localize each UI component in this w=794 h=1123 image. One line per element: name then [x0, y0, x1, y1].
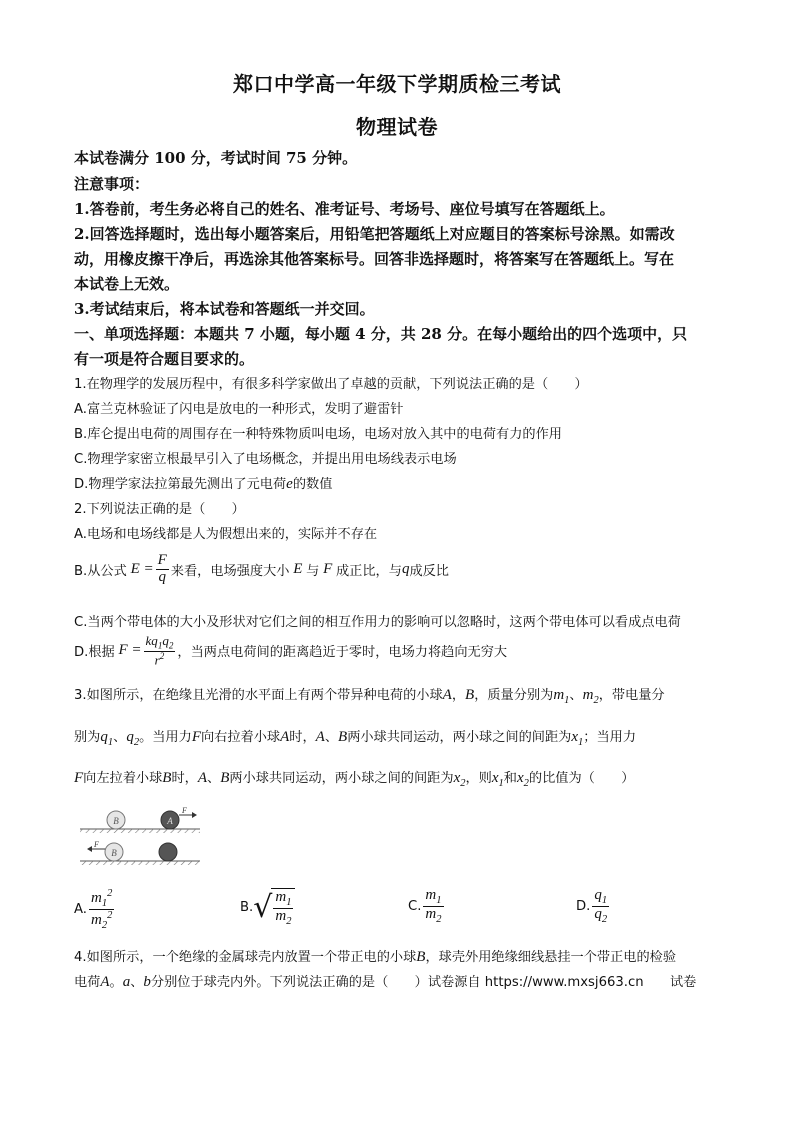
var: A	[442, 687, 452, 703]
text: 4.如图所示，一个绝缘的金属球壳内放置一个带正电的小球	[74, 950, 417, 965]
text: 成正比，与	[336, 563, 402, 579]
var: F	[74, 770, 84, 786]
q3-line-2: 别为$q_1$、$q_2$。当用力F向右拉着小球A时，A、B两小球共同运动，两小球之间的间距为$x_1$；当用力	[74, 729, 637, 748]
text: 的数值	[292, 477, 333, 492]
text: 电荷	[74, 975, 101, 990]
ground-hatch	[80, 829, 200, 833]
notice-line: 2.回答选择题时，选出每小题答案后，用铅笔把答题纸上对应题目的答案标号涂黑。如需改	[74, 225, 675, 243]
text: 成反比	[409, 563, 449, 579]
q2-option-c: C.当两个带电体的大小及形状对它们之间的相互作用力的影响可以忽略时，这两个带电体可以看成点电荷	[74, 615, 681, 630]
var: A	[315, 729, 325, 745]
text: 两小球共同运动，两小球之间的间距为	[229, 771, 454, 786]
notice-line: 1.答卷前，考生务必将自己的姓名、准考证号、考场号、座位号填写在答题纸上。	[74, 200, 615, 218]
formula-e-equals: E =	[126, 560, 154, 577]
text: D.物理学家法拉第最先测出了元电荷	[74, 477, 287, 492]
arrowhead-icon	[87, 846, 92, 852]
exam-subtitle: 物理试卷	[356, 115, 438, 139]
fraction-f-over-q: $\frac{F}{q}$	[157, 552, 167, 585]
q2-option-d	[74, 634, 724, 667]
var: $x_1$	[571, 729, 584, 748]
var: $x_1$	[491, 770, 504, 789]
var: $x_2$	[516, 770, 529, 789]
ground-hatch	[80, 861, 200, 865]
section-heading: 有一项是符合题目要求的。	[74, 350, 255, 368]
var: $q_2$	[126, 729, 140, 748]
text: 、	[130, 975, 144, 990]
q3-option-b	[240, 888, 295, 927]
q3-figure	[78, 805, 208, 867]
formula-f-equals: F =	[114, 642, 142, 659]
arrowhead-icon	[192, 812, 197, 818]
q2-option-a: A.电场和电场线都是人为假想出来的，实际并不存在	[74, 527, 378, 542]
var-f: F	[319, 560, 336, 577]
var: B	[338, 729, 348, 745]
text: 别为	[74, 730, 101, 745]
text: 和	[503, 771, 517, 786]
text: ，当两点电荷间的距离趋近于零时，电场力将趋向无穷大	[177, 645, 508, 661]
text: 两小球共同运动，两小球之间的间距为	[347, 730, 572, 745]
text: 向左拉着小球	[83, 771, 163, 786]
intro-text: 本试卷满分 100 分，考试时间 75 分钟。	[74, 149, 358, 167]
notice-line: 本试卷上无效。	[74, 275, 180, 293]
option-letter: A.	[74, 902, 87, 918]
var-e: E	[289, 560, 307, 577]
var: $m_2$	[582, 687, 599, 706]
q4-line-1	[74, 946, 724, 966]
q2-option-b	[74, 553, 724, 586]
text: 与	[306, 563, 320, 579]
sqrt-fraction: √ $\frac{m_1}{m_2}$	[253, 888, 295, 927]
q3-option-c	[408, 888, 446, 925]
var: B	[220, 770, 230, 786]
text: 来看，电场强度大小	[170, 563, 290, 579]
ball-a	[159, 843, 177, 861]
notice-heading: 注意事项：	[74, 175, 150, 193]
option-letter: B.	[240, 900, 254, 916]
q1-option-b: B.库仑提出电荷的周围存在一种特殊物质叫电场，电场对放入其中的电荷有力的作用	[74, 427, 562, 442]
var-q: q	[401, 560, 410, 577]
q3-option-a	[74, 888, 116, 931]
q1-option-a: A.富兰克林验证了闪电是放电的一种形式，发明了避雷针	[74, 402, 404, 417]
var-e: e	[286, 476, 293, 492]
ball-b-label: B	[113, 816, 119, 826]
option-letter: D.	[576, 899, 591, 915]
text: ，带电量分	[598, 688, 665, 703]
var: A	[100, 974, 110, 990]
text: 的比值为（ ）	[528, 771, 635, 786]
var: B	[416, 949, 426, 965]
ball-a	[161, 811, 179, 829]
var: a	[122, 974, 131, 990]
text: 向右拉着小球	[200, 730, 281, 745]
text: ，质量分别为	[474, 688, 554, 703]
q2-stem: 2.下列说法正确的是（ ）	[74, 502, 245, 517]
text: 时，	[171, 771, 198, 786]
exam-title: 郑口中学高一年级下学期质检三考试	[233, 72, 561, 96]
fraction: $\frac{m_1}{m_2}$	[425, 887, 442, 926]
text: 。当用力	[139, 730, 192, 745]
var: F	[191, 729, 201, 745]
q4-line-2	[74, 971, 724, 991]
q3-line-3: F向左拉着小球B时，A、B两小球共同运动，两小球之间的间距为$x_2$，则$x_1$和$x_2$的比值为（ ）	[74, 770, 635, 789]
text: ，则	[465, 771, 492, 786]
option-letter: C.	[408, 899, 422, 915]
ball-a-label: A	[167, 816, 173, 826]
text: ，球壳外用绝缘细线悬挂一个带正电的检验	[425, 950, 677, 965]
force-label: F	[94, 840, 99, 849]
var: B	[465, 687, 475, 703]
q1-stem: 1.在物理学的发展历程中，有很多科学家做出了卓越的贡献，下列说法正确的是（ ）	[74, 377, 588, 392]
var: b	[143, 974, 151, 990]
text: 分别位于球壳内外。下列说法正确的是（ ）试卷源自 https://www.mxsj663.cn 试卷	[150, 975, 697, 990]
q1-option-c: C.物理学家密立根最早引入了电场概念，并提出用电场线表示电场	[74, 452, 457, 467]
notice-line: 3.考试结束后，将本试卷和答题纸一并交回。	[74, 300, 375, 318]
var: $x_2$	[453, 770, 466, 789]
var: A	[197, 770, 208, 786]
text: 时，	[289, 730, 316, 745]
q1-option-d	[74, 473, 724, 493]
fraction-coulomb: $\frac{kq_1q_2}{r^2}$	[145, 633, 174, 668]
force-label: F	[182, 806, 187, 815]
notice-line: 动，用橡皮擦干净后，再选涂其他答案标号。回答非选择题时，将答案写在答题纸上。写在	[74, 250, 675, 268]
fraction: $\frac{m_1^2}{m_2^2}$	[90, 888, 113, 932]
var: $m_1$	[553, 687, 570, 706]
section-heading: 一、单项选择题：本题共 7 小题，每小题 4 分，共 28 分。在每小题给出的四个选项中，只	[74, 325, 688, 343]
q3-option-d	[576, 888, 611, 925]
var: A	[280, 729, 290, 745]
text: B.从公式	[74, 563, 127, 579]
text: 。	[109, 975, 123, 990]
text: 3.如图所示，在绝缘且光滑的水平面上有两个带异种电荷的小球	[74, 688, 443, 703]
fraction: $\frac{q_1}{q_2}$	[594, 887, 608, 926]
var: $q_1$	[100, 729, 114, 748]
ball-b-label: B	[111, 848, 117, 858]
q3-line-1: 3.如图所示，在绝缘且光滑的水平面上有两个带异种电荷的小球A，B，质量分别为$m_1$、$m_2$，带电量分	[74, 687, 665, 706]
ball-b	[105, 843, 123, 861]
ball-b	[107, 811, 125, 829]
text: D.根据	[74, 645, 115, 661]
var: B	[162, 770, 172, 786]
text: ；当用力	[583, 730, 637, 745]
